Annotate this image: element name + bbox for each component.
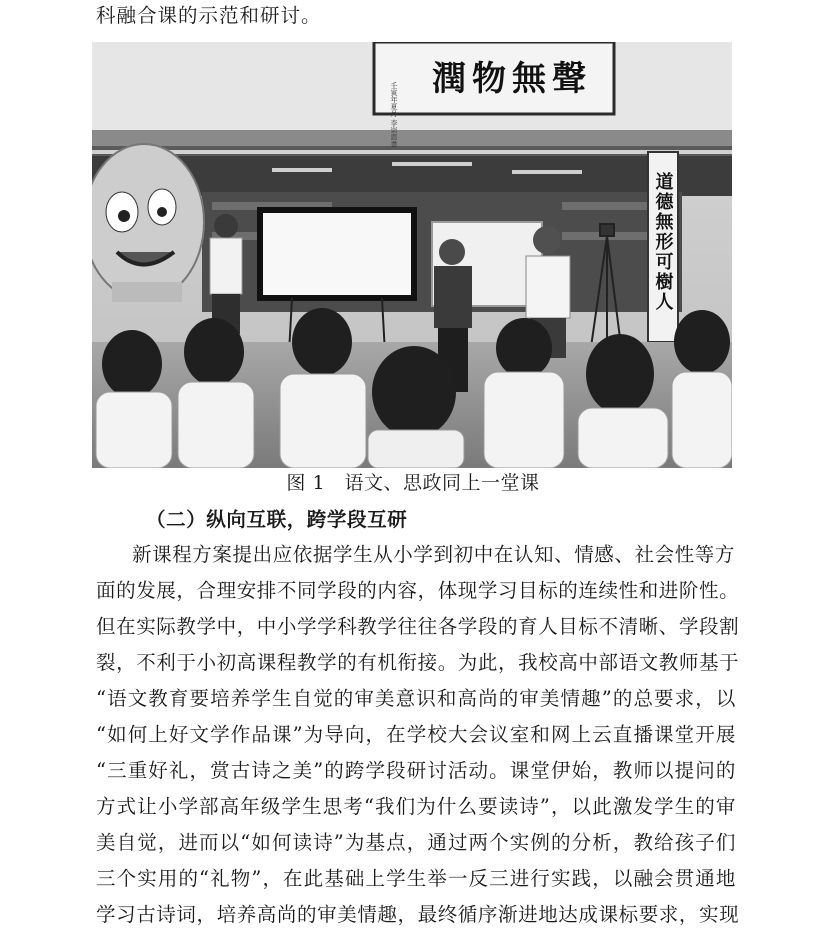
paragraph-line: 三个实用的“礼物”，在此基础上学生举一反三进行实践，以融会贯通地: [96, 867, 736, 890]
paragraph-line: 方式让小学部高年级学生思考“我们为什么要读诗”，以此激发学生的审: [96, 795, 736, 818]
plaque-small-text: 壬寅年夏月 李崇恩書: [390, 82, 398, 148]
section-heading: （二）纵向互联，跨学段互研: [146, 508, 408, 531]
plaque-text: 潤物無聲: [432, 59, 592, 99]
top-text-line: 科融合课的示范和研讨。: [96, 4, 322, 27]
whiteboard-left: [260, 210, 414, 298]
paragraph-line: 但在实际教学中，中小学学科教学往往各学段的育人目标不清晰、学段割: [96, 615, 740, 638]
paragraph-line: 面的发展，合理安排不同学段的内容，体现学习目标的连续性和进阶性。: [96, 579, 740, 602]
paragraph-line: 学习古诗词，培养高尚的审美情趣，最终循序渐进地达成课标要求，实现: [96, 903, 740, 926]
paragraph-line: “语文教育要培养学生自觉的审美意识和高尚的审美情趣”的总要求，以: [96, 687, 736, 710]
paragraph-line: 新课程方案提出应依据学生从小学到初中在认知、情感、社会性等方: [132, 543, 736, 566]
classroom-photo: [92, 42, 732, 468]
calligraphy-scroll: [648, 152, 678, 342]
paragraph-line: 美自觉，进而以“如何读诗”为基点，通过两个实例的分析，教给孩子们: [96, 831, 736, 854]
paragraph-line: 裂，不利于小初高课程教学的有机衔接。为此，我校高中部语文教师基于: [96, 651, 740, 674]
paragraph-line: “如何上好文学作品课”为导向，在学校大会议室和网上云直播课堂开展: [96, 723, 736, 746]
figure-caption: 图 1 语文、思政同上一堂课: [286, 472, 540, 494]
paragraph-line: “三重好礼，赏古诗之美”的跨学段研讨活动。课堂伊始，教师以提问的: [96, 759, 736, 782]
scroll-text: 道德無形可樹人: [652, 172, 674, 312]
